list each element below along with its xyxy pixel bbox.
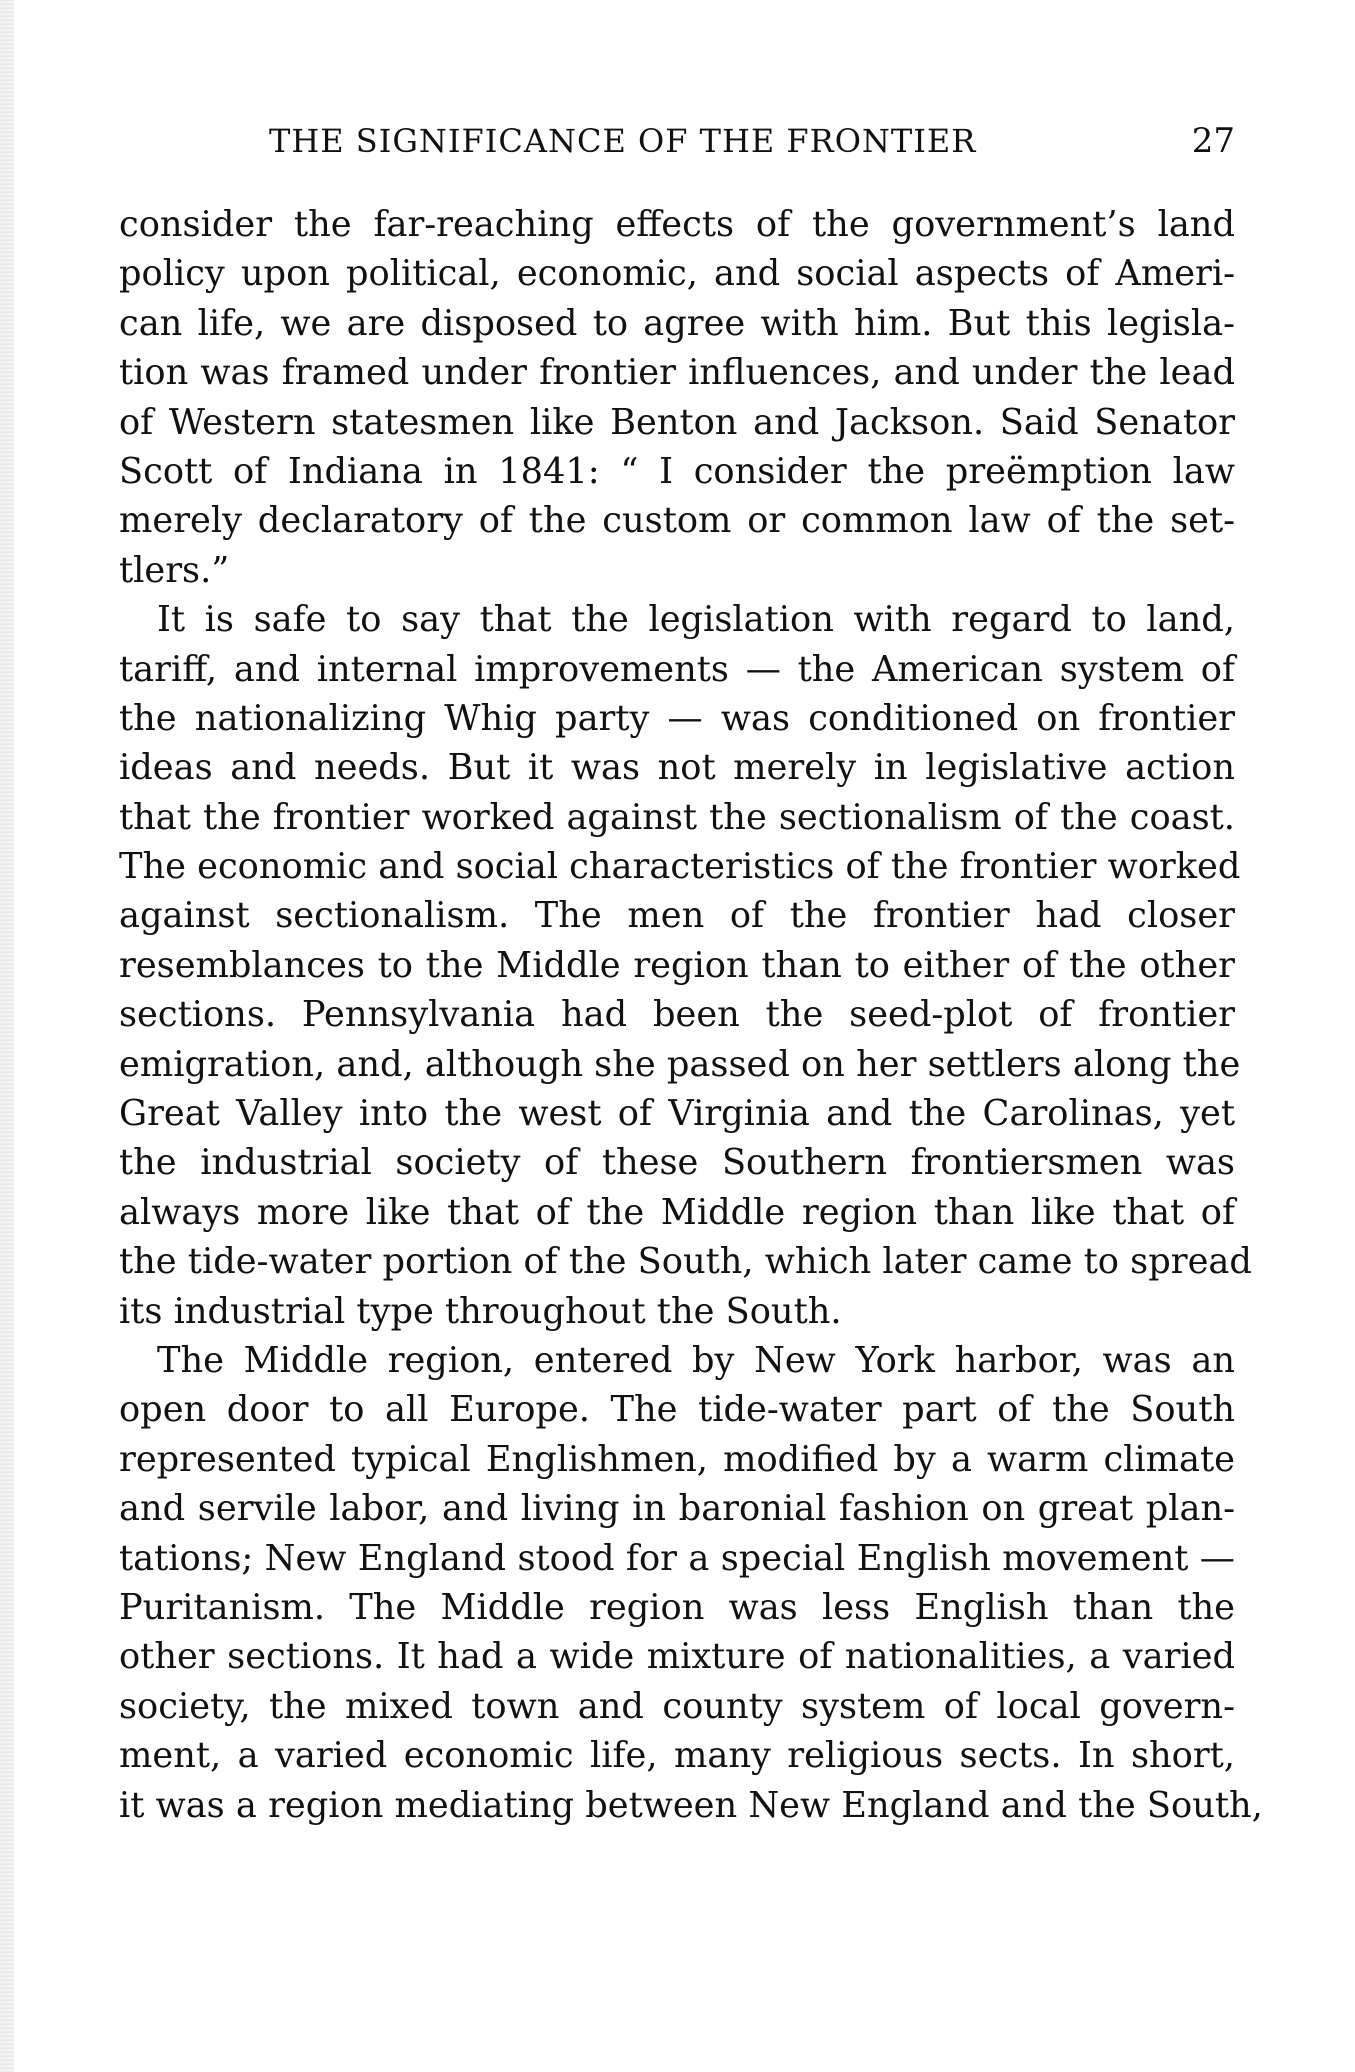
page-number: 27 (1191, 121, 1235, 161)
body-text (119, 200, 1263, 1830)
text-line: other sections. It had a wide mixture of nationalities, a varied (119, 1636, 1235, 1678)
text-line: tariff, and internal improvements — the American system of (119, 648, 1235, 690)
page-edge (0, 0, 14, 2072)
text-line: The Middle region, entered by New York harbor, was an (157, 1339, 1235, 1381)
text-line: consider the far-reaching effects of the government’s land (119, 204, 1235, 245)
text-line: Scott of Indiana in 1841: “ I consider the preëmption law (119, 450, 1235, 492)
text-line: ideas and needs. But it was not merely in legislative action (119, 747, 1235, 789)
paragraph-1 (119, 200, 1235, 595)
text-line: can life, we are disposed to agree with him. But this legisla- (119, 302, 1235, 344)
text-line: of Western statesmen like Benton and Jackson. Said Senator (119, 401, 1235, 443)
text-line: the nationalizing Whig party — was conditioned on frontier (119, 697, 1235, 739)
text-line: resemblances to the Middle region than to either of the other (119, 944, 1235, 986)
paragraph-3 (119, 1336, 1263, 1830)
text-line: Great Valley into the west of Virginia and the Carolinas, yet (119, 1093, 1235, 1135)
text-line: ment, a varied economic life, many religious sects. In short, (119, 1735, 1235, 1777)
text-line: and servile labor, and living in baronial fashion on great plan- (119, 1488, 1235, 1530)
text-line: that the frontier worked against the sectionalism of the coast. (119, 796, 1235, 838)
text-line: against sectionalism. The men of the frontier had closer (119, 895, 1235, 937)
text-line: sections. Pennsylvania had been the seed-plot of frontier (119, 994, 1235, 1036)
text-line: emigration, and, although she passed on her settlers along the (119, 1043, 1241, 1085)
paragraph-2 (119, 595, 1252, 1336)
text-line: the industrial society of these Southern frontiersmen was (119, 1142, 1235, 1184)
text-line: it was a region mediating between New England and the South, (119, 1784, 1263, 1826)
running-head (119, 115, 1235, 167)
text-line: represented typical Englishmen, modified by a warm climate (119, 1438, 1235, 1480)
text-line: merely declaratory of the custom or common law of the set- (119, 500, 1235, 542)
text-line: tion was framed under frontier influences, and under the lead (119, 352, 1235, 394)
text-line: tlers.” (119, 549, 230, 591)
text-line: society, the mixed town and county system of local govern- (119, 1685, 1235, 1727)
text-line: always more like that of the Middle region than like that of (119, 1191, 1235, 1233)
text-line: policy upon political, economic, and social aspects of Ameri- (119, 253, 1235, 295)
text-line: Puritanism. The Middle region was less English than the (119, 1586, 1235, 1628)
text-line: the tide-water portion of the South, which later came to spread (119, 1241, 1252, 1283)
text-line: its industrial type throughout the South. (119, 1290, 842, 1332)
text-line: It is safe to say that the legislation with regard to land, (157, 599, 1235, 641)
running-title: THE SIGNIFICANCE OF THE FRONTIER (269, 122, 977, 160)
text-line: open door to all Europe. The tide-water part of the South (119, 1389, 1235, 1431)
text-line: The economic and social characteristics of the frontier worked (119, 846, 1241, 888)
text-line: tations; New England stood for a special English movement — (119, 1537, 1235, 1579)
